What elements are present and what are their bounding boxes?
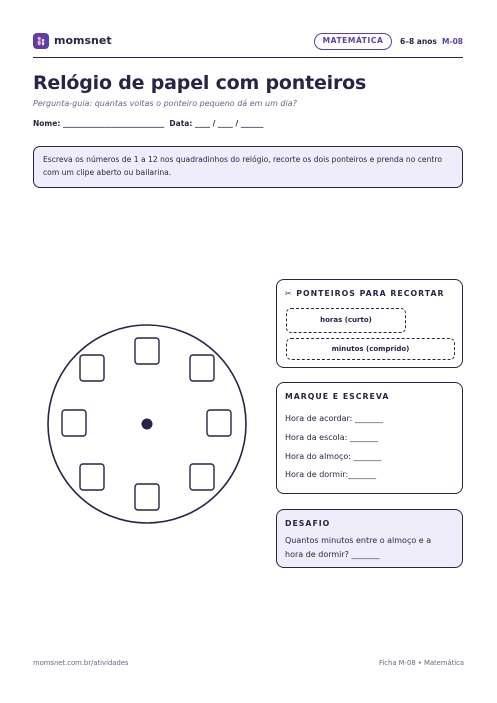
- challenge-title: DESAFIO: [285, 519, 331, 528]
- brand-name: momsnet: [54, 34, 112, 47]
- instructions-text: Escreva os números de 1 a 12 nos quadradinhos do relógio, recorte os dois ponteiros e prenda no centro com um clipe aberto ou bailarina.: [43, 155, 442, 177]
- logo-icon: [33, 33, 49, 49]
- number-box-6: [135, 484, 159, 510]
- number-box-4-5: [190, 464, 214, 490]
- challenge-text: Quantos minutos entre o almoço e a hora de dormir? _______: [285, 536, 432, 559]
- school-time-line: Hora da escola: _______: [285, 433, 378, 442]
- paper-clock: [44, 318, 252, 526]
- number-box-12: [135, 338, 159, 364]
- bed-time-line: Hora de dormir:_______: [285, 470, 377, 479]
- minute-hand-label: minutos (comprido): [331, 345, 410, 353]
- hour-hand-label: horas (curto): [320, 316, 372, 324]
- mark-write-card: [276, 382, 463, 494]
- challenge-card: [276, 509, 463, 568]
- number-box-7-8: [80, 464, 104, 490]
- instructions-box: [33, 146, 463, 188]
- name-date-line: Nome: ___________________________ Data: ____ / ____ / ______: [33, 119, 264, 128]
- number-box-9: [62, 410, 86, 436]
- clock-center-dot: [142, 419, 153, 430]
- mark-write-title: MARQUE E ESCREVA: [285, 392, 390, 401]
- number-box-1-2: [190, 355, 214, 381]
- guide-question: Pergunta-guia: quantas voltas o ponteiro pequeno dá em um dia?: [33, 99, 297, 108]
- pointers-card-title: ✂ PONTEIROS PARA RECORTAR: [285, 289, 445, 298]
- number-box-10-11: [80, 355, 104, 381]
- page-title: Relógio de papel com ponteiros: [33, 72, 367, 94]
- pointers-card: [276, 279, 463, 368]
- footer-sheet-info: Ficha M-08 • Matemática: [379, 659, 465, 667]
- number-box-3: [207, 410, 231, 436]
- age-range: 6–8 anos: [400, 37, 437, 46]
- footer-url: momsnet.com.br/atividades: [33, 659, 129, 667]
- hour-hand-cutout: [286, 308, 406, 333]
- lunch-time-line: Hora do almoço: _______: [285, 452, 382, 461]
- subject-badge: MATEMÁTICA: [314, 33, 392, 50]
- wake-time-line: Hora de acordar: _______: [285, 414, 383, 423]
- header-divider: [33, 57, 463, 58]
- minute-hand-cutout: [286, 338, 455, 360]
- sheet-code: M-08: [442, 37, 464, 46]
